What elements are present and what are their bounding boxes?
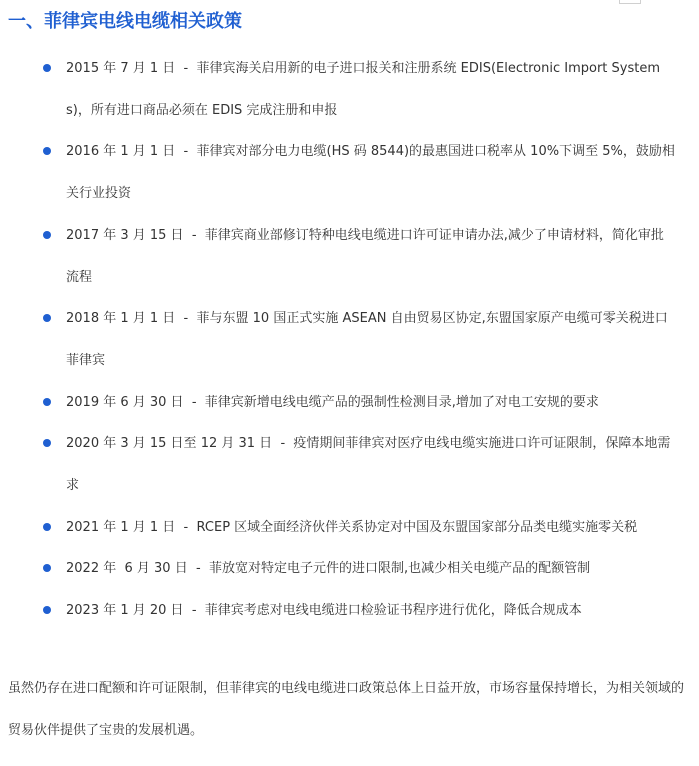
bullet-icon (43, 231, 51, 239)
policy-text: 菲放宽对特定电子元件的进口限制,也减少相关电缆产品的配额管制 (208, 561, 591, 577)
policy-text: 疫情期间菲律宾对医疗电线电缆实施进口许可证限制，保障本地需求 (66, 436, 671, 494)
policy-date: 2021 年 1 月 1 日 (66, 519, 176, 535)
policy-separator: - (175, 144, 197, 160)
policy-text: RCEP 区域全面经济伙伴关系协定对中国及东盟国家部分品类电缆实施零关税 (196, 519, 638, 535)
policy-separator: - (183, 227, 205, 243)
policy-item-2020 (0, 423, 699, 506)
policy-item-2016 (0, 131, 699, 214)
policy-text: 菲律宾海关启用新的电子进口报关和注册系统 EDIS(Electronic Import Systems)，所有进口商品必须在 EDIS 完成注册和申报 (66, 61, 661, 118)
policy-date: 2023 年 1 月 20 日 (66, 603, 184, 619)
policy-item-2017 (0, 215, 699, 298)
policy-date: 2022 年 6 月 30 日 (66, 561, 188, 577)
policy-date: 2015 年 7 月 1 日 (66, 61, 176, 76)
policy-item-2022 (0, 548, 699, 590)
policy-item-2015 (0, 48, 699, 131)
bullet-icon (43, 606, 51, 614)
bullet-icon (43, 398, 51, 406)
bullet-icon (43, 147, 51, 155)
policy-separator: - (187, 561, 209, 577)
corner-divider (619, 0, 641, 4)
policy-text: 菲律宾考虑对电线电缆进口检验证书程序进行优化，降低合规成本 (204, 603, 582, 619)
policy-date: 2019 年 6 月 30 日 (66, 394, 184, 410)
bullet-icon (43, 439, 51, 447)
policy-item-2018 (0, 298, 699, 381)
summary-paragraph: 虽然仍存在进口配额和许可证限制，但菲律宾的电线电缆进口政策总体上日益开放，市场容量保持增长，为相关领域的贸易伙伴提供了宝贵的发展机遇。 (8, 681, 685, 738)
policy-separator: - (183, 603, 205, 619)
policy-date: 2018 年 1 月 1 日 (66, 311, 176, 327)
bullet-icon (43, 523, 51, 531)
policy-text: 菲律宾商业部修订特种电线电缆进口许可证申请办法,减少了申请材料，简化审批流程 (66, 227, 664, 285)
policy-date: 2017 年 3 月 15 日 (66, 227, 184, 243)
policy-separator: - (175, 61, 197, 76)
policy-item-2019 (0, 382, 699, 424)
policy-text: 菲与东盟 10 国正式实施 ASEAN 自由贸易区协定,东盟国家原产电缆可零关税进口菲律宾 (66, 311, 668, 368)
policy-separator: - (272, 436, 294, 452)
policy-separator: - (175, 311, 197, 327)
policy-date: 2016 年 1 月 1 日 (66, 144, 176, 160)
policy-text: 菲律宾新增电线电缆产品的强制性检测目录,增加了对电工安规的要求 (204, 394, 599, 410)
bullet-icon (43, 314, 51, 322)
policy-item-2021 (0, 507, 699, 549)
policy-text: 菲律宾对部分电力电缆(HS 码 8544)的最惠国进口税率从 10%下调至 5%，鼓励相关行业投资 (66, 144, 675, 202)
policy-item-2023 (0, 590, 699, 632)
section-title: 一、菲律宾电线电缆相关政策 (8, 11, 242, 32)
bullet-icon (43, 64, 51, 72)
policy-separator: - (175, 519, 197, 535)
bullet-icon (43, 564, 51, 572)
policy-list (0, 48, 699, 632)
policy-separator: - (183, 394, 205, 410)
policy-date: 2020 年 3 月 15 日至 12 月 31 日 (66, 436, 273, 452)
